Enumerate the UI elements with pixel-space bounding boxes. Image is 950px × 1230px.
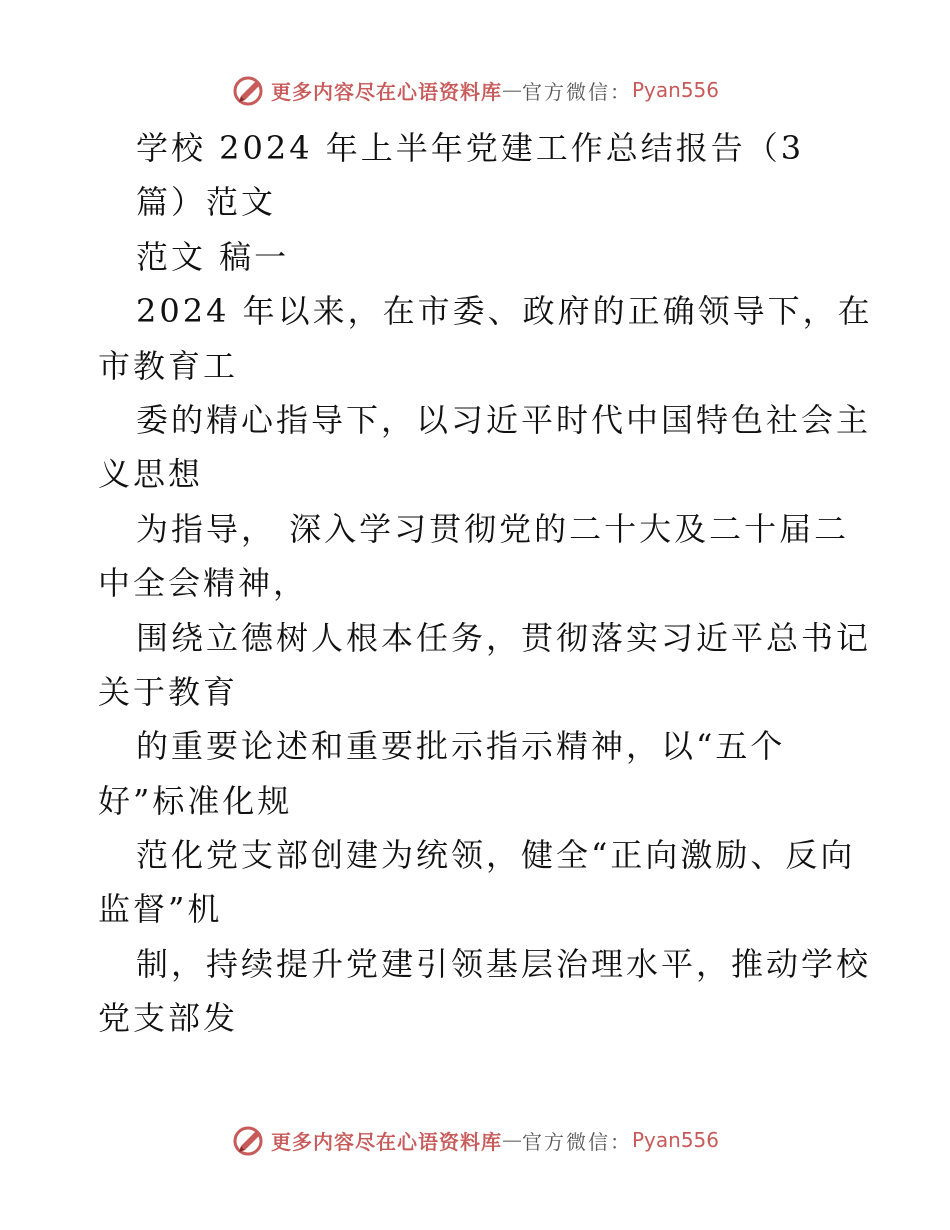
banner-wechat-id: Pyan556 bbox=[631, 1128, 719, 1152]
doc-paragraph-line: 为指导， 深入学习贯彻党的二十大及二十届二 bbox=[136, 509, 850, 548]
doc-paragraph-line: 的重要论述和重要批示指示精神，以“五个 bbox=[136, 727, 786, 766]
banner-separator: — bbox=[501, 78, 522, 102]
doc-paragraph-line: 范化党支部创建为统领，健全“正向激励、反向 bbox=[136, 836, 856, 875]
document-body bbox=[98, 121, 873, 1046]
doc-paragraph-line: 制，持续提升党建引领基层治理水平，推动学校 bbox=[136, 944, 872, 983]
doc-paragraph-line: 党支部发 bbox=[98, 999, 239, 1038]
doc-paragraph-line: 监督”机 bbox=[98, 890, 223, 929]
banner-wechat-label: 官方微信： bbox=[521, 1129, 632, 1154]
doc-paragraph-line: 围绕立德树人根本任务，贯彻落实习近平总书记 bbox=[136, 618, 872, 657]
doc-paragraph-line: 中全会精神， bbox=[98, 564, 309, 603]
banner-wechat-label: 官方微信： bbox=[521, 79, 632, 104]
pen-logo-icon bbox=[231, 72, 267, 108]
doc-subtitle: 范文 稿一 bbox=[136, 237, 290, 276]
banner-brand: 更多内容尽在心语资料库 bbox=[270, 79, 502, 104]
banner-wechat-id: Pyan556 bbox=[631, 78, 719, 102]
banner-separator: — bbox=[501, 1128, 522, 1152]
doc-title-line-1: 学校 2024 年上半年党建工作总结报告（3 bbox=[136, 129, 805, 167]
doc-paragraph-line: 关于教育 bbox=[98, 672, 239, 711]
header-banner bbox=[0, 70, 950, 110]
doc-paragraph-line: 委的精心指导下，以习近平时代中国特色社会主 bbox=[136, 400, 872, 439]
doc-paragraph-line: 好”标准化规 bbox=[98, 781, 293, 820]
doc-title-line-2: 篇）范文 bbox=[136, 183, 277, 222]
doc-paragraph-line: 市教育工 bbox=[98, 346, 239, 385]
doc-paragraph-line: 2024 年以来，在市委、政府的正确领导下，在 bbox=[136, 292, 873, 331]
banner-brand: 更多内容尽在心语资料库 bbox=[270, 1129, 502, 1154]
pen-logo-icon bbox=[231, 1122, 267, 1158]
footer-banner bbox=[0, 1120, 950, 1160]
doc-paragraph-line: 义思想 bbox=[98, 455, 204, 494]
